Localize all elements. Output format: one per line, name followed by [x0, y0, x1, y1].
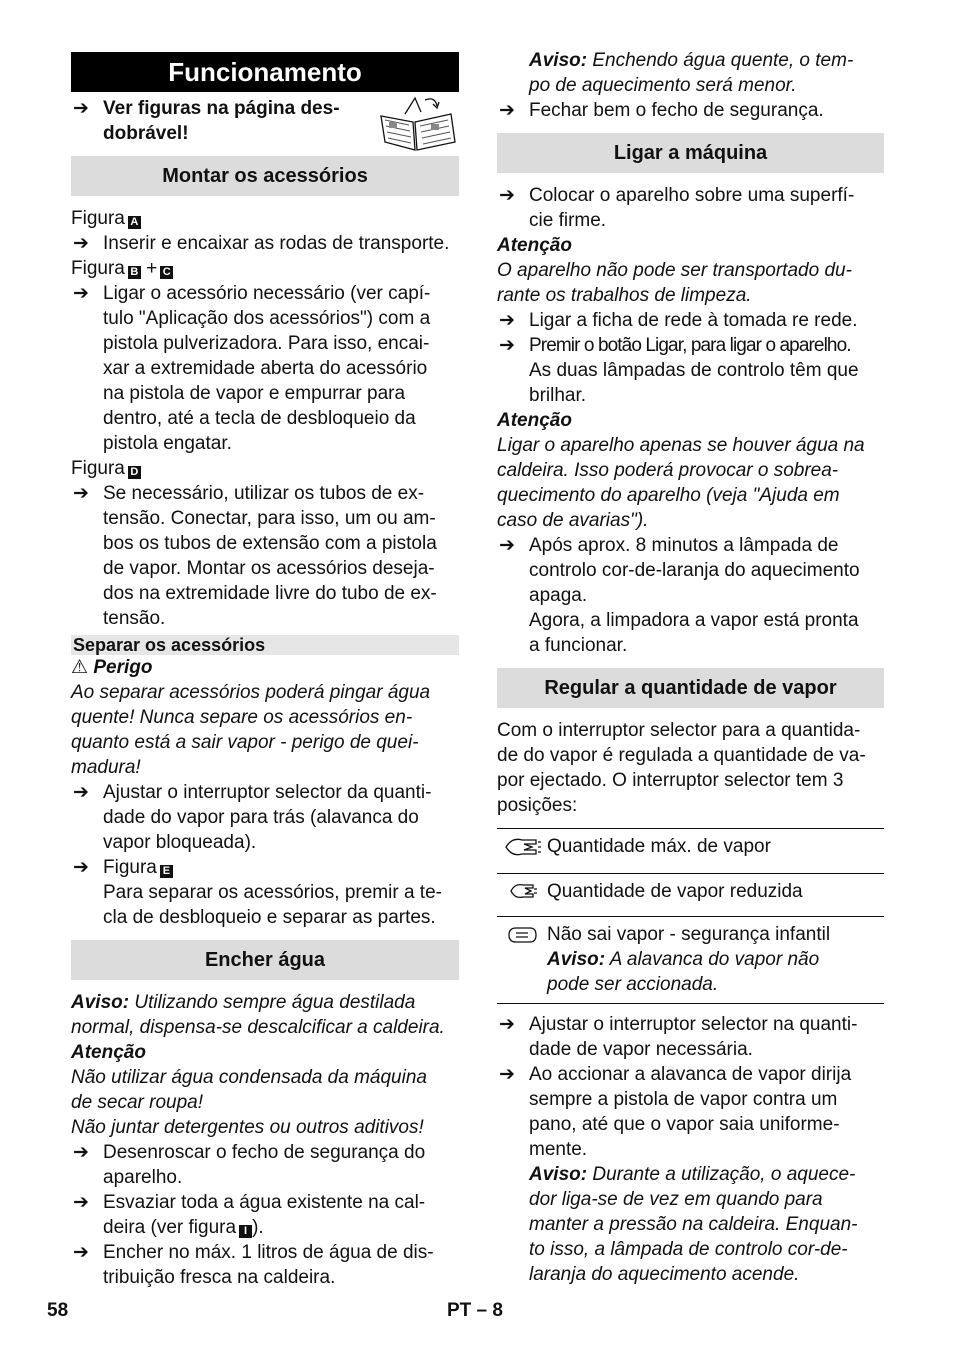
figure-ref-b-c: Figura B + C: [71, 256, 459, 281]
danger-heading: ⚠ Perigo: [71, 657, 153, 678]
section-steam-quantity: Regular a quantidade de vapor: [497, 668, 884, 708]
water-attention-text: Não utilizar água condensada da máquina de secar roupa! Não juntar detergentes ou outros aditivos!: [71, 1067, 427, 1138]
water-attention-heading: Atenção: [71, 1042, 146, 1063]
water-step-3: ➔ Encher no máx. 1 litros de água de dis- tribuição fresca na caldeira.: [73, 1242, 434, 1288]
table-row: Não sai vapor - segurança infantil Aviso: A alavanca do vapor não pode ser accionada.: [497, 917, 884, 1004]
on-step-3: ➔ Premir o botão Ligar, para ligar o aparelho. As duas lâmpadas de controlo têm que brilhar.: [499, 335, 859, 406]
table-row: Quantidade de vapor reduzida: [497, 874, 884, 917]
steam-intro: Com o interruptor selector para a quantida- de do vapor é regulada a quantidade de va- por ejectado. O interruptor selector tem 3 posições:: [497, 720, 866, 816]
figure-ref-a: Figura A: [71, 206, 459, 231]
left-column: [71, 48, 459, 1290]
mount-step-1: ➔ Inserir e encaixar as rodas de transporte.: [73, 233, 450, 254]
section-switch-on: Ligar a máquina: [497, 133, 884, 173]
on-step-1: ➔ Colocar o aparelho sobre uma superfí- cie firme.: [499, 185, 855, 231]
arrow-icon: ➔: [73, 233, 89, 254]
page-title: Funcionamento: [71, 52, 459, 92]
arrow-icon: ➔: [499, 1014, 515, 1035]
arrow-icon: ➔: [499, 100, 515, 121]
separate-step-2: ➔ Figura E Para separar os acessórios, premir a te- cla de desbloqueio e separar as partes.: [73, 857, 442, 928]
steam-step-1: ➔ Ajustar o interruptor selector na quanti- dade de vapor necessária.: [499, 1014, 858, 1060]
arrow-icon: ➔: [73, 283, 89, 304]
section-page-number: PT – 8: [447, 1300, 503, 1321]
arrow-icon: ➔: [73, 1192, 89, 1213]
section-mount-accessories: Montar os acessórios: [71, 156, 459, 196]
hot-water-note: Aviso: Enchendo água quente, o tem- po de aquecimento será menor.: [529, 50, 854, 96]
mount-step-3: ➔ Se necessário, utilizar os tubos de ex- tensão. Conectar, para isso, um ou am- bos os tubos de extensão com a pistola de vapor. Montar os acessórios deseja- dos na extremidade livre do tubo de ex- tensão.: [73, 483, 437, 629]
arrow-icon: ➔: [499, 310, 515, 331]
right-column: [497, 48, 884, 1287]
max-steam-icon: [502, 834, 542, 860]
on-attention-text-1: O aparelho não pode ser transportado du- rante os trabalhos de limpeza.: [497, 260, 852, 306]
on-attention-text-2: Ligar o aparelho apenas se houver água na caldeira. Isso poderá provocar o sobrea- quecimento do aparelho (veja "Ajuda em caso de avarias").: [497, 435, 865, 531]
on-step-4: ➔ Após aprox. 8 minutos a lâmpada de controlo cor-de-laranja do aquecimento apaga. Agora, a limpadora a vapor está pronta a funcionar.: [499, 535, 860, 656]
on-attention-heading-1: Atenção: [497, 235, 572, 256]
steam-step-2: ➔ Ao accionar a alavanca de vapor dirija sempre a pistola de vapor contra um pano, até que o vapor saia uniforme- mente.: [499, 1064, 852, 1160]
on-step-2: ➔ Ligar a ficha de rede à tomada re rede.: [499, 310, 858, 331]
arrow-icon: ➔: [73, 98, 89, 119]
see-figures-note: ➔ Ver figuras na página des- dobrável!: [71, 96, 459, 146]
reduced-steam-icon: [505, 879, 539, 903]
steam-note: Aviso: Durante a utilização, o aquece- dor liga-se de vez em quando para manter a pressão na caldeira. Enquan- to isso, a lâmpada de controlo cor-de- laranja do aquecimento acende.: [529, 1164, 858, 1285]
arrow-icon: ➔: [73, 483, 89, 504]
page-number: 58: [47, 1300, 69, 1321]
table-row: Quantidade máx. de vapor: [497, 829, 884, 874]
arrow-icon: ➔: [73, 782, 89, 803]
section-fill-water: Encher água: [71, 940, 459, 980]
steam-settings-table: [497, 828, 884, 1004]
arrow-icon: ➔: [499, 1064, 515, 1085]
arrow-icon: ➔: [499, 335, 515, 356]
arrow-icon: ➔: [73, 1242, 89, 1263]
no-steam-lock-icon: [504, 922, 540, 948]
arrow-icon: ➔: [73, 1142, 89, 1163]
arrow-icon: ➔: [499, 535, 515, 556]
water-note: Aviso: Utilizando sempre água destilada normal, dispensa-se descalcificar a caldeira.: [71, 992, 445, 1038]
water-step-1: ➔ Desenroscar o fecho de segurança do aparelho.: [73, 1142, 426, 1188]
figure-ref-d: Figura D: [71, 456, 459, 481]
on-attention-heading-2: Atenção: [497, 410, 572, 431]
mount-step-2: ➔ Ligar o acessório necessário (ver capí- tulo "Aplicação dos acessórios") com a pistola pulverizadora. Para isso, encai- xar a extremidade aberta do acessório na pistola de vapor e empurrar para dentro, até a tecla de desbloqueio da pistola engatar.: [73, 283, 431, 454]
arrow-icon: ➔: [499, 185, 515, 206]
water-step-2: ➔ Esvaziar toda a água existente na cal- deira (ver figura I ).: [73, 1192, 426, 1238]
subsection-separate-accessories: Separar os acessórios: [71, 635, 459, 655]
arrow-icon: ➔: [73, 857, 89, 878]
open-book-icon: [375, 96, 459, 152]
separate-step-1: ➔ Ajustar o interruptor selector da quanti- dade do vapor para trás (alavanca do vapor bloqueada).: [73, 782, 432, 853]
warning-icon: ⚠: [71, 657, 89, 678]
danger-text: Ao separar acessórios poderá pingar água quente! Nunca separe os acessórios en- quanto está a sair vapor - perigo de quei- madura!: [71, 682, 431, 778]
close-step: ➔ Fechar bem o fecho de segurança.: [499, 100, 824, 121]
